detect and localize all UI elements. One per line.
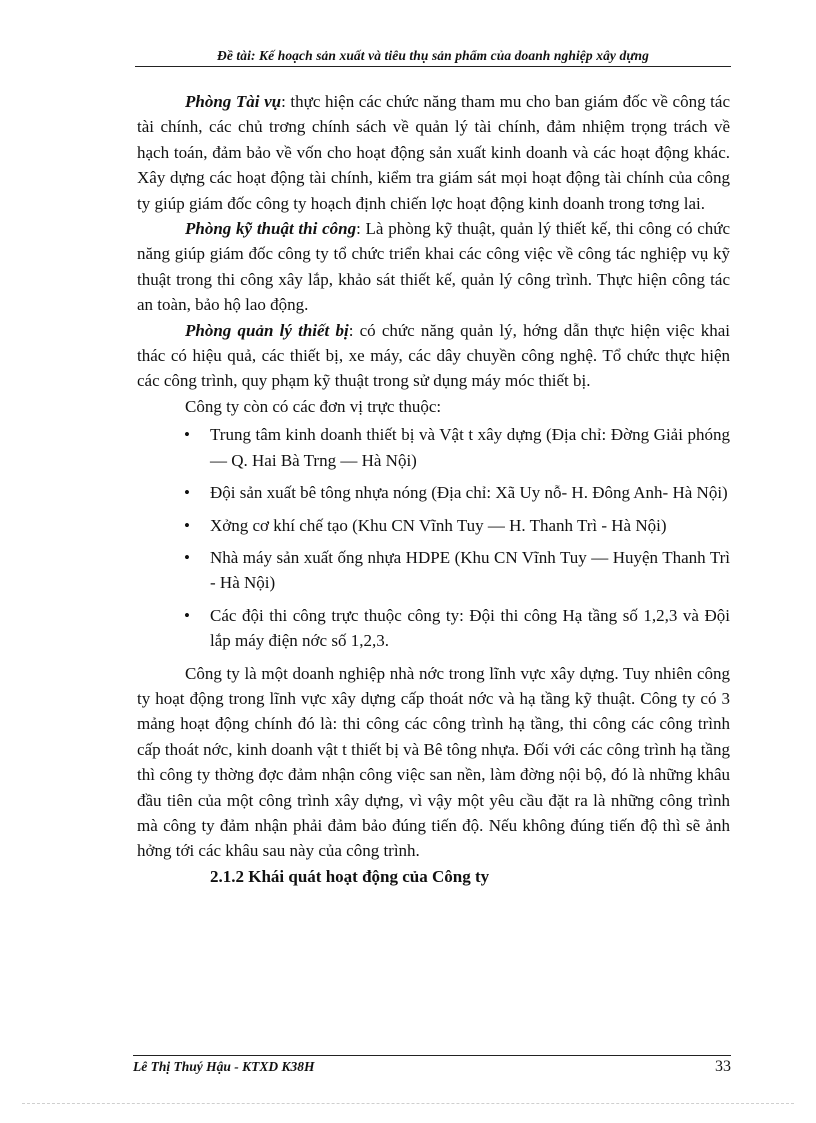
construction-department-text: : Là phòng kỹ thuật, quản lý thiết kế, thi công có chức năng giúp giám đốc công ty tổ chức triển khai các công việc về công tác nghiệp vụ kỹ thuật trong thi công xây lắp, khảo sát thiết kế, quản lý công trình. Thực hiện công tác an toàn, bảo hộ lao động. xyxy=(137,219,730,315)
document-body xyxy=(137,89,730,889)
page-number: 33 xyxy=(715,1058,731,1075)
finance-department-name: Phòng Tài vụ xyxy=(185,92,282,111)
list-item-text: Các đội thi công trực thuộc công ty: Đội thi công Hạ tầng số 1,2,3 và Đội lắp máy điện nớc số 1,2,3. xyxy=(210,605,730,651)
list-item xyxy=(137,545,730,596)
list-item xyxy=(137,422,730,473)
equipment-department-text: : có chức năng quản lý, hớng dẫn thực hiện việc khai thác có hiệu quả, các thiết bị, xe máy, các dây chuyền công nghệ. Tổ chức thực hiện các công trình, quy phạm kỹ thuật trong sử dụng máy móc thiết bị. xyxy=(137,320,730,391)
document-title: Đề tài: Kế hoạch sản xuất và tiêu thụ sản phẩm của doanh nghiệp xây dựng xyxy=(217,48,649,63)
bullet-icon: • xyxy=(184,547,190,567)
equipment-department-name: Phòng quản lý thiết bị xyxy=(185,320,349,340)
footer-author: Lê Thị Thuý Hậu - KTXD K38H xyxy=(133,1059,315,1074)
list-item xyxy=(137,603,730,654)
list-item-text: Xởng cơ khí chế tạo (Khu CN Vĩnh Tuy — H. Thanh Trì - Hà Nội) xyxy=(210,515,667,535)
units-intro: Công ty còn có các đơn vị trực thuộc: xyxy=(185,396,442,416)
page-header xyxy=(135,47,731,67)
list-item-text: Nhà máy sản xuất ống nhựa HDPE (Khu CN Vĩnh Tuy — Huyện Thanh Trì - Hà Nội) xyxy=(210,547,730,593)
list-item xyxy=(137,513,730,538)
bullet-icon: • xyxy=(184,483,190,503)
finance-department-text: : thực hiện các chức năng tham mu cho ban giám đốc về công tác tài chính, các chủ trơng chính sách về quản lý tài chính, đảm nhiệm trọng trách về hạch toán, đảm bảo về vốn cho hoạt động sản xuất kinh doanh và các hoạt động khác. Xây dựng các hoạt động tài chính, kiểm tra giám sát mọi hoạt động tài chính của công ty giúp giám đốc công ty hoạch định chiến lợc hoạt động kinh doanh trong tơng lai. xyxy=(137,92,730,213)
list-item-text: Đội sản xuất bê tông nhựa nóng (Địa chỉ: Xã Uy nỗ- H. Đông Anh- Hà Nội) xyxy=(210,483,728,503)
list-item-text: Trung tâm kinh doanh thiết bị và Vật t xây dựng (Địa chỉ: Đờng Giải phóng — Q. Hai Bà Trng — Hà Nội) xyxy=(210,425,730,470)
list-item xyxy=(137,480,730,505)
page-bottom-divider xyxy=(22,1103,794,1104)
paragraph-construction-department xyxy=(137,216,730,318)
paragraph-company-overview: Công ty là một doanh nghiệp nhà nớc trong lĩnh vực xây dựng. Tuy nhiên công ty hoạt động trong lĩnh vực xây dựng cấp thoát nớc và hạ tầng kỹ thuật. Công ty có 3 mảng hoạt động chính đó là: thi công các công trình hạ tầng, thi công các công trình cấp thoát nớc, kinh doanh vật t thiết bị và Bê tông nhựa. Đối với các công trình hạ tầng thì công ty thờng đợc đảm nhận công việc san nền, làm đờng nội bộ, đó là những khâu đầu tiên của một công trình xây dựng, vì vậy một yêu cầu đặt ra là những công trình mà công ty đảm nhận phải đảm bảo đúng tiến độ. Nếu không đúng tiến độ thì sẽ ảnh hởng tới các khâu sau này của công trình. xyxy=(137,663,730,861)
section-heading: 2.1.2 Khái quát hoạt động của Công ty xyxy=(210,866,490,886)
bullet-icon: • xyxy=(184,515,190,535)
construction-department-name: Phòng kỹ thuật thi công xyxy=(185,219,357,239)
bullet-icon: • xyxy=(184,605,190,625)
bullet-icon: • xyxy=(184,425,190,445)
units-list xyxy=(137,422,730,653)
paragraph-finance-department xyxy=(137,89,730,216)
page-footer xyxy=(133,1055,731,1083)
paragraph-equipment-department xyxy=(137,318,730,394)
